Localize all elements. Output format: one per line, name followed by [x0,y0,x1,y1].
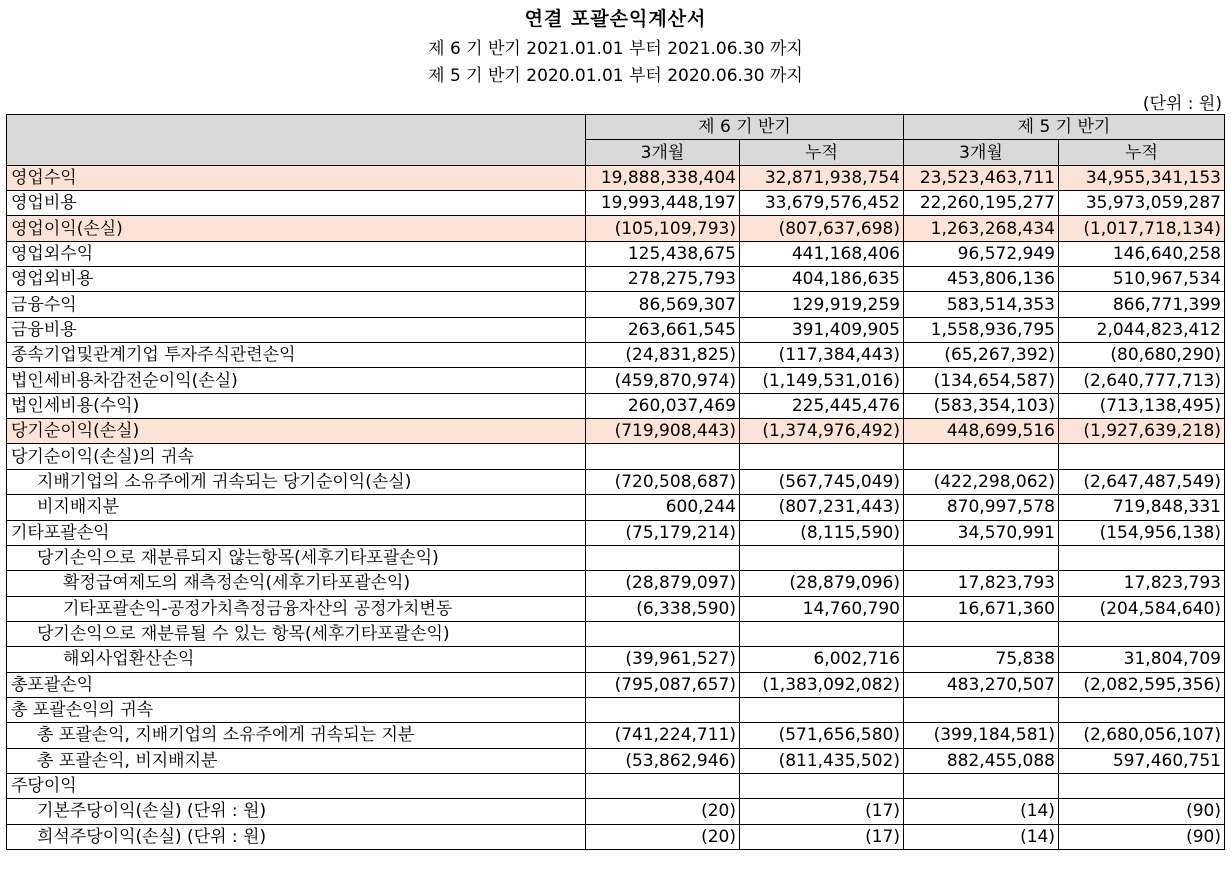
value-cell: (795,087,657) [586,672,740,697]
value-cell: (422,298,062) [904,469,1059,494]
value-cell: 34,955,341,153 [1059,165,1225,190]
value-cell: (134,654,587) [904,368,1059,393]
value-cell: 14,760,790 [740,596,904,621]
value-cell: (28,879,096) [740,571,904,596]
value-cell: 510,967,534 [1059,267,1225,292]
value-cell: 260,037,469 [586,393,740,418]
value-cell [586,621,740,646]
table-row [7,469,1225,494]
value-cell: (24,831,825) [586,343,740,368]
row-label: 당기순이익(손실)의 귀속 [7,444,586,469]
row-label: 종속기업및관계기업 투자주식관련손익 [7,343,586,368]
value-cell [904,697,1059,722]
value-cell: (719,908,443) [586,419,740,444]
value-cell: 19,888,338,404 [586,165,740,190]
table-row [7,368,1225,393]
value-cell: (807,637,698) [740,216,904,241]
value-cell: (720,508,687) [586,469,740,494]
value-cell: 404,186,635 [740,267,904,292]
table-row [7,292,1225,317]
value-cell: 583,514,353 [904,292,1059,317]
value-cell: 448,699,516 [904,419,1059,444]
value-cell: (1,383,092,082) [740,672,904,697]
value-cell [586,444,740,469]
value-cell [586,773,740,798]
value-cell: 17,823,793 [1059,571,1225,596]
unit-label: (단위 : 원) [1142,94,1222,114]
value-cell: (204,584,640) [1059,596,1225,621]
value-cell: (90) [1059,824,1225,849]
value-cell: (2,647,487,549) [1059,469,1225,494]
table-row [7,241,1225,266]
table-row [7,621,1225,646]
row-label: 기타포괄손익-공정가치측정금융자산의 공정가치변동 [7,596,586,621]
value-cell: (105,109,793) [586,216,740,241]
table-row [7,495,1225,520]
value-cell: (811,435,502) [740,748,904,773]
value-cell: (17) [740,799,904,824]
value-cell: 129,919,259 [740,292,904,317]
row-label: 총 포괄손익, 지배기업의 소유주에게 귀속되는 지분 [7,723,586,748]
row-label: 영업비용 [7,191,586,216]
row-label: 총 포괄손익, 비지배지분 [7,748,586,773]
value-cell: (39,961,527) [586,647,740,672]
value-cell [904,773,1059,798]
table-row [7,393,1225,418]
row-label: 기본주당이익(손실) (단위 : 원) [7,799,586,824]
value-cell: (399,184,581) [904,723,1059,748]
value-cell: 719,848,331 [1059,495,1225,520]
value-cell: (2,082,595,356) [1059,672,1225,697]
table-row [7,748,1225,773]
value-cell: 263,661,545 [586,317,740,342]
value-cell [1059,621,1225,646]
value-cell: (20) [586,824,740,849]
row-label: 당기손익으로 재분류되지 않는항목(세후기타포괄손익) [7,545,586,570]
row-label: 법인세비용차감전순이익(손실) [7,368,586,393]
row-label: 영업수익 [7,165,586,190]
row-label: 주당이익 [7,773,586,798]
header-prior-3month: 3개월 [904,140,1059,165]
value-cell [904,621,1059,646]
value-cell: 86,569,307 [586,292,740,317]
value-cell: 597,460,751 [1059,748,1225,773]
table-row [7,799,1225,824]
value-cell: (80,680,290) [1059,343,1225,368]
header-group-current: 제 6 기 반기 [586,115,904,140]
value-cell [740,545,904,570]
value-cell: 453,806,136 [904,267,1059,292]
row-label: 당기손익으로 재분류될 수 있는 항목(세후기타포괄손익) [7,621,586,646]
value-cell: (713,138,495) [1059,393,1225,418]
value-cell: 225,445,476 [740,393,904,418]
value-cell: (28,879,097) [586,571,740,596]
value-cell [740,621,904,646]
value-cell: 33,679,576,452 [740,191,904,216]
table-row [7,672,1225,697]
header-prior-cumulative: 누적 [1059,140,1225,165]
value-cell: 866,771,399 [1059,292,1225,317]
income-statement-table [6,114,1225,850]
value-cell: 483,270,507 [904,672,1059,697]
table-row [7,343,1225,368]
row-label: 영업외비용 [7,267,586,292]
table-row [7,824,1225,849]
value-cell [1059,773,1225,798]
value-cell: 125,438,675 [586,241,740,266]
value-cell: 96,572,949 [904,241,1059,266]
table-row [7,596,1225,621]
table-row [7,165,1225,190]
value-cell: 600,244 [586,495,740,520]
table-row [7,267,1225,292]
table-row [7,317,1225,342]
value-cell: (53,862,946) [586,748,740,773]
value-cell: (459,870,974) [586,368,740,393]
value-cell: (583,354,103) [904,393,1059,418]
table-row [7,444,1225,469]
value-cell: (1,927,639,218) [1059,419,1225,444]
row-label: 비지배지분 [7,495,586,520]
value-cell: 23,523,463,711 [904,165,1059,190]
row-label: 기타포괄손익 [7,520,586,545]
value-cell: 17,823,793 [904,571,1059,596]
row-label: 영업외수익 [7,241,586,266]
value-cell: (741,224,711) [586,723,740,748]
value-cell: 34,570,991 [904,520,1059,545]
row-label: 지배기업의 소유주에게 귀속되는 당기순이익(손실) [7,469,586,494]
value-cell: 1,558,936,795 [904,317,1059,342]
value-cell: (17) [740,824,904,849]
value-cell: (90) [1059,799,1225,824]
value-cell: (8,115,590) [740,520,904,545]
table-row [7,545,1225,570]
value-cell: (75,179,214) [586,520,740,545]
table-row [7,571,1225,596]
row-label: 희석주당이익(손실) (단위 : 원) [7,824,586,849]
value-cell: 16,671,360 [904,596,1059,621]
value-cell: 32,871,938,754 [740,165,904,190]
value-cell: (6,338,590) [586,596,740,621]
row-label: 총 포괄손익의 귀속 [7,697,586,722]
value-cell: (2,680,056,107) [1059,723,1225,748]
value-cell: (14) [904,799,1059,824]
value-cell: 391,409,905 [740,317,904,342]
value-cell: (807,231,443) [740,495,904,520]
value-cell: 870,997,578 [904,495,1059,520]
value-cell: (1,374,976,492) [740,419,904,444]
table-body [7,165,1225,849]
value-cell [904,444,1059,469]
period-current: 제 6 기 반기 2021.01.01 부터 2021.06.30 까지 [428,39,803,59]
value-cell: 2,044,823,412 [1059,317,1225,342]
value-cell [1059,444,1225,469]
value-cell [740,697,904,722]
header-current-3month: 3개월 [586,140,740,165]
value-cell: (2,640,777,713) [1059,368,1225,393]
value-cell [740,444,904,469]
value-cell: (117,384,443) [740,343,904,368]
value-cell: (1,149,531,016) [740,368,904,393]
period-prior: 제 5 기 반기 2020.01.01 부터 2020.06.30 까지 [428,66,803,86]
row-label: 총포괄손익 [7,672,586,697]
value-cell: 19,993,448,197 [586,191,740,216]
value-cell: (154,956,138) [1059,520,1225,545]
table-row [7,773,1225,798]
value-cell: 22,260,195,277 [904,191,1059,216]
table-row [7,647,1225,672]
value-cell: 278,275,793 [586,267,740,292]
value-cell: (20) [586,799,740,824]
value-cell: (567,745,049) [740,469,904,494]
value-cell: (65,267,392) [904,343,1059,368]
row-label: 당기순이익(손실) [7,419,586,444]
row-label: 법인세비용(수익) [7,393,586,418]
table-row [7,723,1225,748]
header-row-groups [7,115,1225,140]
value-cell [740,773,904,798]
table-row [7,191,1225,216]
value-cell [586,545,740,570]
value-cell [1059,545,1225,570]
value-cell: 441,168,406 [740,241,904,266]
row-label: 금융수익 [7,292,586,317]
value-cell: (14) [904,824,1059,849]
value-cell: (1,017,718,134) [1059,216,1225,241]
value-cell [904,545,1059,570]
table-row [7,216,1225,241]
value-cell: 1,263,268,434 [904,216,1059,241]
row-label: 확정급여제도의 재측정손익(세후기타포괄손익) [7,571,586,596]
row-label: 금융비용 [7,317,586,342]
value-cell: 146,640,258 [1059,241,1225,266]
header-blank-cell [7,115,586,166]
value-cell: 35,973,059,287 [1059,191,1225,216]
statement-title: 연결 포괄손익계산서 [524,8,707,30]
value-cell: (571,656,580) [740,723,904,748]
value-cell: 31,804,709 [1059,647,1225,672]
table-row [7,520,1225,545]
row-label: 해외사업환산손익 [7,647,586,672]
table-row [7,697,1225,722]
value-cell [586,697,740,722]
header-current-cumulative: 누적 [740,140,904,165]
table-row [7,419,1225,444]
header-group-prior: 제 5 기 반기 [904,115,1225,140]
value-cell: 6,002,716 [740,647,904,672]
value-cell: 882,455,088 [904,748,1059,773]
value-cell: 75,838 [904,647,1059,672]
row-label: 영업이익(손실) [7,216,586,241]
value-cell [1059,697,1225,722]
